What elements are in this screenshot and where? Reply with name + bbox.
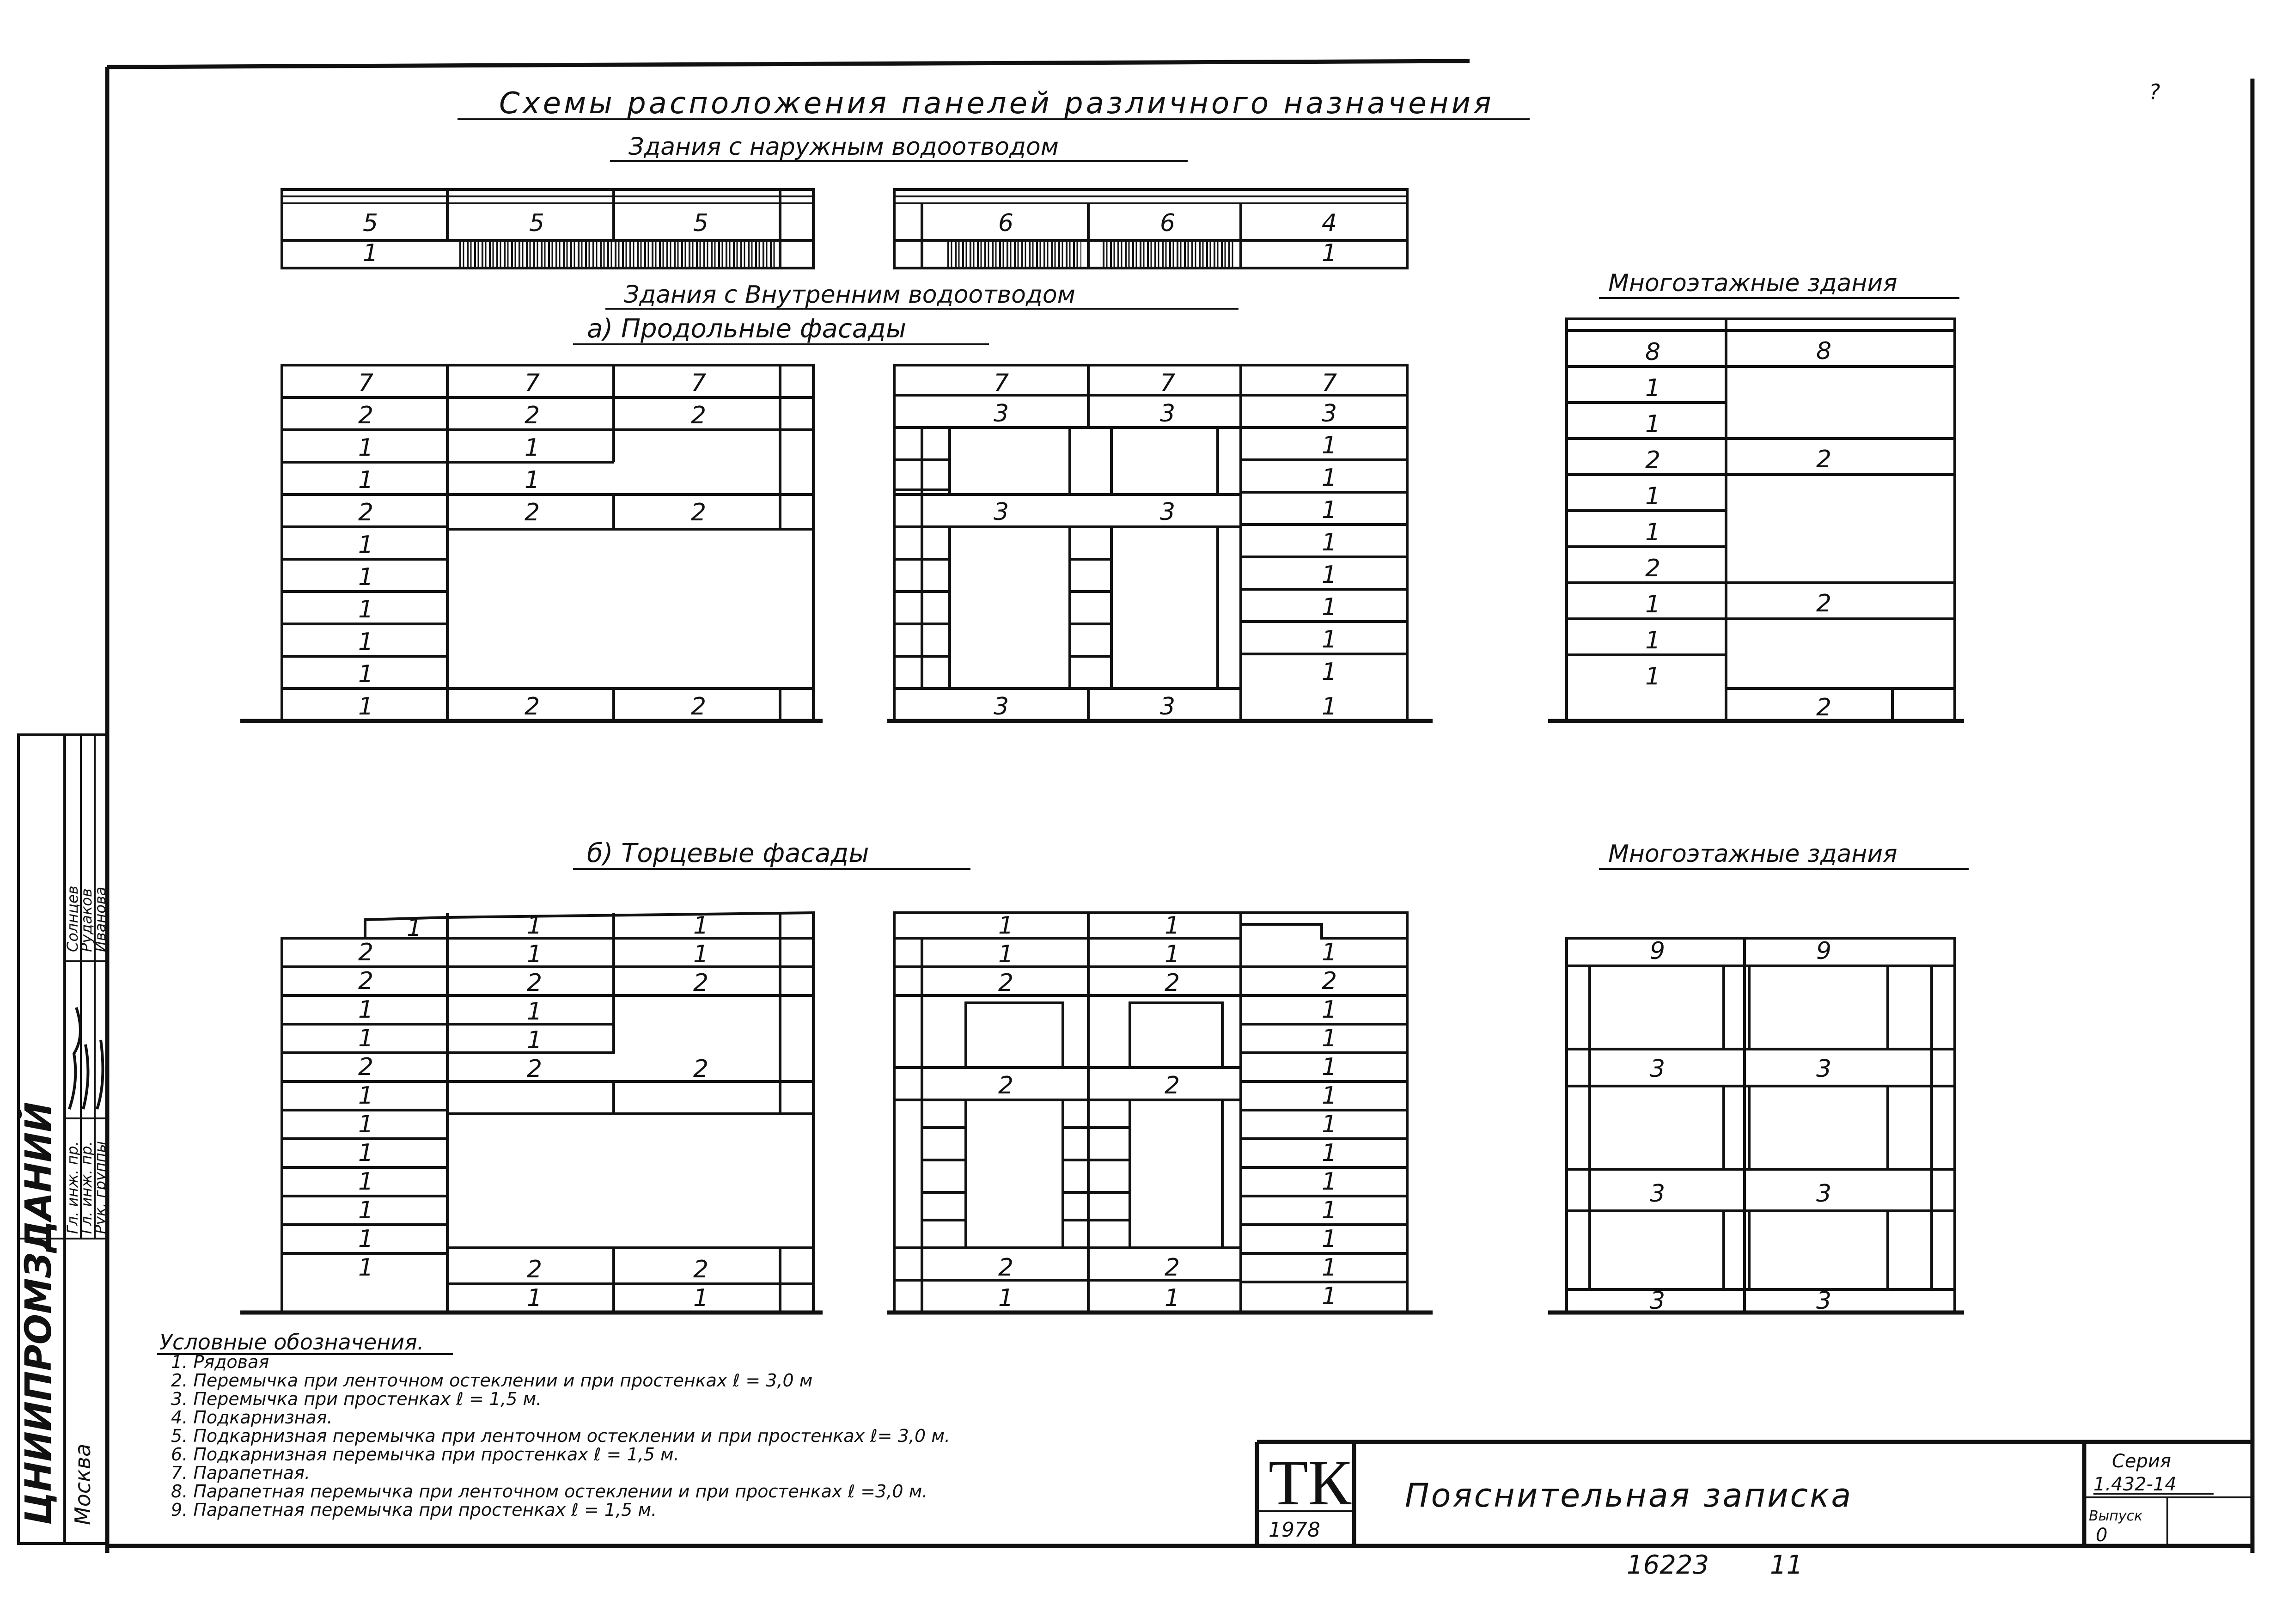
panel-label: 3: [1160, 693, 1176, 720]
panel-label: 2: [1165, 1072, 1180, 1099]
legend-item: 9. Парапетная перемычка при простенках ℓ = 1,5 м.: [171, 1500, 657, 1520]
panel-label: 2: [1816, 590, 1832, 617]
panel-label: 7: [691, 369, 707, 397]
scheme-end-right: [887, 912, 1433, 1313]
panel-label: 3: [1650, 1287, 1666, 1315]
panel-label: 3: [1650, 1055, 1666, 1083]
sheet-number: 11: [1770, 1550, 1803, 1580]
panel-label: 1: [407, 914, 422, 942]
title-longitudinal: а) Продольные фасады: [587, 314, 906, 344]
title-multistorey-top: Многоэтажные здания: [1608, 269, 1897, 297]
series-value: 1.432-14: [2093, 1474, 2177, 1495]
panel-label: 2: [1165, 969, 1180, 997]
panel-label: 1: [1645, 374, 1661, 402]
panel-label: 1: [1322, 626, 1337, 653]
stamp-role-3: Рук. группы: [92, 1141, 109, 1234]
legend-item: 7. Парапетная.: [171, 1463, 311, 1483]
panel-label: 1: [1322, 529, 1337, 556]
panel-label: 1: [1322, 1111, 1337, 1138]
panel-label: 7: [358, 369, 374, 397]
panel-label: 1: [358, 466, 374, 494]
panel-label: 5: [693, 209, 709, 237]
panel-label: 6: [1160, 209, 1176, 237]
panel-label: 1: [358, 531, 374, 559]
legend-item: 5. Подкарнизная перемычка при ленточном остеклении и при простенках ℓ= 3,0 м.: [171, 1426, 950, 1446]
panel-label: 1: [1322, 1168, 1337, 1196]
panel-label: 1: [1322, 239, 1337, 267]
inventory-number: 16223: [1627, 1550, 1709, 1580]
panel-label: 1: [1322, 1254, 1337, 1282]
panel-label: 1: [1322, 561, 1337, 589]
panel-label: 1: [1322, 1053, 1337, 1081]
panel-label: 1: [1322, 1025, 1337, 1052]
panel-label: 1: [1165, 912, 1180, 940]
panel-label: 1: [358, 1225, 374, 1253]
panel-label: 1: [358, 1111, 374, 1138]
panel-label: 1: [358, 596, 374, 623]
panel-label: 1: [1322, 1225, 1337, 1253]
series-label: Серия: [2112, 1451, 2171, 1472]
panel-label: 2: [1816, 694, 1832, 721]
title-multistorey-bottom: Многоэтажные здания: [1608, 840, 1897, 868]
panel-label: 2: [527, 969, 543, 997]
panel-label: 8: [1645, 338, 1661, 366]
panel-label: 5: [529, 209, 545, 237]
panel-label: 1: [358, 660, 374, 688]
panel-label: 3: [1816, 1287, 1832, 1315]
panel-label: 1: [358, 1025, 374, 1052]
scheme-external-right: [894, 189, 1407, 268]
legend-item: 3. Перемычка при простенках ℓ = 1,5 м.: [171, 1389, 542, 1409]
panel-label: 1: [998, 1284, 1014, 1312]
panel-label: 7: [994, 369, 1009, 397]
stamp-city: Москва: [70, 1443, 95, 1525]
legend-heading: Условные обозначения.: [159, 1330, 424, 1355]
panel-label: 2: [358, 1053, 374, 1081]
document-title: Пояснительная записка: [1405, 1477, 1853, 1514]
stamp-role-2: Гл. инж. пр.: [78, 1141, 95, 1234]
legend-item: 6. Подкарнизная перемычка при простенках ℓ = 1,5 м.: [171, 1444, 679, 1465]
panel-label: 1: [1645, 482, 1661, 510]
stamp-name-2: Рудаков: [78, 888, 95, 952]
panel-label: 1: [527, 998, 543, 1026]
panel-label: 1: [358, 434, 374, 462]
scheme-longitudinal-right: [887, 365, 1433, 721]
panel-label: 2: [691, 693, 707, 720]
panel-label: 1: [693, 912, 709, 940]
panel-label: 2: [358, 402, 374, 429]
sheet-frame: [107, 61, 2252, 1553]
panel-label: 1: [1322, 496, 1337, 524]
panel-label: 2: [1645, 446, 1661, 474]
panel-label: 7: [1160, 369, 1176, 397]
panel-label: 3: [1160, 400, 1176, 427]
panel-label: 2: [525, 693, 540, 720]
panel-label: 1: [1322, 996, 1337, 1024]
panel-label: 2: [691, 499, 707, 526]
panel-label: 2: [693, 1256, 709, 1283]
title-block: [1257, 1442, 2252, 1580]
title-end-facades: б) Торцевые фасады: [587, 838, 869, 868]
scheme-multistorey-bottom: [1548, 937, 1964, 1315]
panel-label: 1: [998, 940, 1014, 968]
panel-label: 1: [1322, 432, 1337, 459]
panel-label: 1: [1645, 627, 1661, 654]
legend-item: 1. Рядовая: [171, 1352, 269, 1372]
panel-label: 1: [1322, 693, 1337, 720]
panel-label: 7: [1322, 369, 1337, 397]
panel-label: 1: [1645, 410, 1661, 438]
titleblock-year: 1978: [1269, 1518, 1320, 1542]
panel-label: 9: [1816, 937, 1832, 965]
panel-label: 2: [1645, 555, 1661, 582]
panel-label: 2: [525, 499, 540, 526]
panel-label: 5: [363, 209, 378, 237]
panel-label: 1: [358, 563, 374, 591]
panel-label: 1: [1322, 1139, 1337, 1167]
panel-label: 2: [998, 1254, 1014, 1282]
scheme-longitudinal-left: [240, 365, 823, 721]
panel-label: 2: [998, 1072, 1014, 1099]
panel-label: 1: [1645, 663, 1661, 690]
title-external-drainage: Здания с наружным водоотводом: [628, 133, 1059, 161]
panel-label: 3: [1322, 400, 1337, 427]
panel-label: 1: [525, 434, 540, 462]
panel-label: 1: [358, 1082, 374, 1110]
panel-label: 1: [1322, 939, 1337, 966]
panel-label: 1: [693, 1284, 709, 1312]
scheme-end-left: [240, 912, 823, 1313]
legend-item: 8. Парапетная перемычка при ленточном остеклении и при простенках ℓ =3,0 м.: [171, 1481, 928, 1502]
panel-label: 4: [1322, 209, 1337, 237]
panel-label: 3: [1160, 498, 1176, 526]
panel-label: 1: [527, 1284, 543, 1312]
panel-label: 3: [1816, 1055, 1832, 1083]
panel-label: 2: [1322, 967, 1337, 995]
stamp-name-3: Иванова: [92, 886, 109, 952]
panel-label: 2: [358, 939, 374, 966]
scheme-multistorey-top: [1548, 319, 1964, 721]
panel-label: 1: [1322, 464, 1337, 492]
panel-label: 6: [998, 209, 1014, 237]
panel-label: 2: [358, 499, 374, 526]
panel-label: 3: [1650, 1180, 1666, 1208]
panel-label: 2: [693, 969, 709, 997]
legend-item: 4. Подкарнизная.: [171, 1407, 333, 1428]
panel-label: 1: [527, 912, 543, 940]
stamp-signatures: [69, 1007, 103, 1109]
panel-label: 1: [1165, 1284, 1180, 1312]
panel-label: 3: [994, 693, 1009, 720]
legend: [157, 1330, 950, 1520]
panel-label: 2: [693, 1055, 709, 1083]
panel-label: 2: [1165, 1254, 1180, 1282]
panel-label: 1: [358, 1168, 374, 1196]
main-title: Схемы расположения панелей различного назначения: [499, 86, 1494, 121]
panel-label: 1: [358, 1139, 374, 1167]
stamp-org: ЦНИИПРОМЗДАНИЙ: [18, 1102, 60, 1525]
panel-label: 2: [525, 402, 540, 429]
panel-label: 9: [1650, 937, 1666, 965]
panel-label: 1: [1645, 519, 1661, 546]
issue-label: Выпуск: [2089, 1508, 2143, 1524]
legend-item: 2. Перемычка при ленточном остеклении и при простенках ℓ = 3,0 м: [171, 1370, 813, 1391]
issue-value: 0: [2096, 1525, 2108, 1546]
left-stamp: [17, 735, 109, 1544]
panel-label: 1: [1322, 1197, 1337, 1224]
panel-label: 1: [358, 693, 374, 720]
panel-label: 1: [358, 1254, 374, 1282]
panel-label: 2: [691, 402, 707, 429]
panel-label: 1: [525, 466, 540, 494]
panel-label: 7: [525, 369, 540, 397]
tk-mark: ТК: [1269, 1447, 1351, 1519]
panel-label: 2: [1816, 446, 1832, 473]
panel-label: 2: [358, 967, 374, 995]
title-internal-drainage: Здания с Внутренним водоотводом: [624, 281, 1075, 309]
panel-label: 1: [1165, 940, 1180, 968]
panel-label: 3: [1816, 1180, 1832, 1208]
panel-label: 2: [527, 1256, 543, 1283]
panel-label: 1: [1322, 593, 1337, 621]
panel-label: 1: [527, 1026, 543, 1054]
panel-label: 2: [998, 969, 1014, 997]
panel-label: 1: [1322, 1282, 1337, 1310]
corner-mark: ?: [2149, 79, 2160, 104]
panel-label: 1: [1645, 591, 1661, 618]
panel-label: 1: [358, 628, 374, 656]
panel-label: 2: [527, 1055, 543, 1083]
panel-label: 1: [998, 912, 1014, 940]
scheme-external-left: [282, 189, 813, 268]
panel-label: 3: [994, 498, 1009, 526]
panel-label: 1: [363, 239, 378, 267]
panel-label: 1: [527, 940, 543, 968]
panel-label: 1: [1322, 1082, 1337, 1110]
panel-label: 3: [994, 400, 1009, 427]
panel-label: 1: [358, 996, 374, 1024]
panel-label: 8: [1816, 337, 1832, 365]
panel-label: 1: [693, 940, 709, 968]
panel-label: 1: [358, 1197, 374, 1224]
stamp-name-1: Солнцев: [64, 885, 81, 952]
stamp-role-1: Гл. инж. пр.: [64, 1141, 81, 1234]
panel-label: 1: [1322, 658, 1337, 686]
